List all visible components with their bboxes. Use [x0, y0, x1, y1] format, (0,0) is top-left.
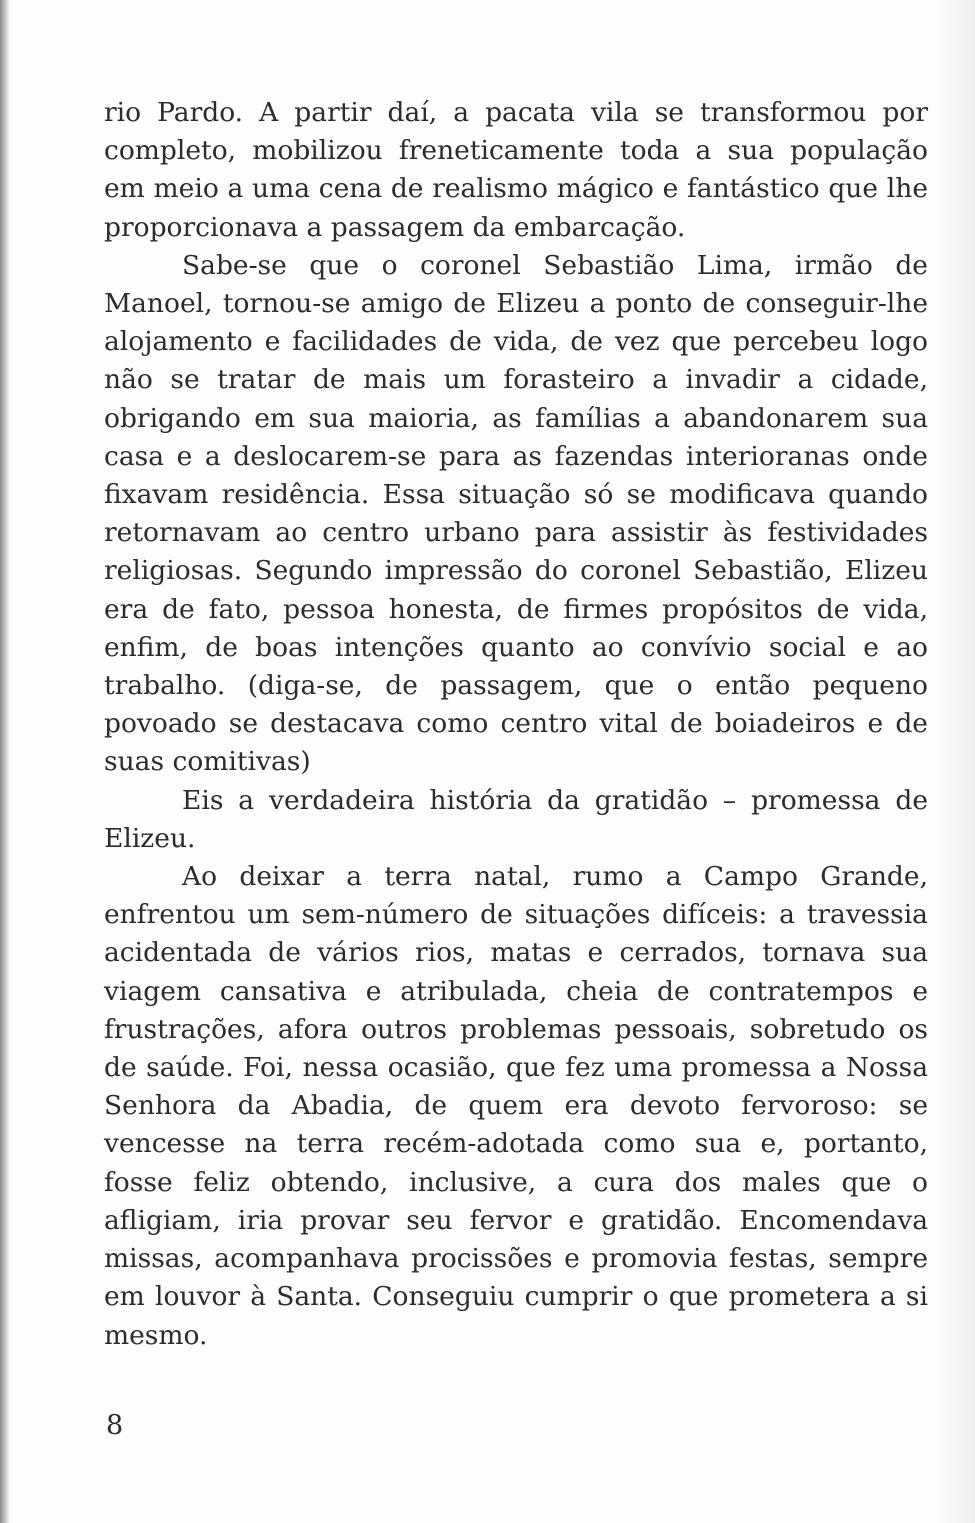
- body-text: [104, 94, 928, 1355]
- page-number: 8: [106, 1410, 124, 1441]
- spine-shadow: [0, 0, 10, 1523]
- paragraph-1: rio Pardo. A partir daí, a pacata vila se transformou por completo, mobilizou freneticamente toda a sua população em meio a uma cena de realismo mágico e fantástico que lhe proporcionava a passagem da embarcação.: [104, 97, 928, 243]
- paragraph-4: Ao deixar a terra natal, rumo a Campo Grande, enfrentou um sem-número de situações difíceis: a travessia acidentada de vários rios, matas e cerrados, tornava sua viagem cansativa e atribulada, cheia de contratempos e frustrações, afora outros problemas pessoais, sobretudo os de saúde. Foi, nessa ocasião, que fez uma promessa a Nossa Senhora da Abadia, de quem era devoto fervoroso: se vencesse na terra recém-adotada como sua e, portanto, fosse feliz obtendo, inclusive, a cura dos males que o afligiam, iria provar seu fervor e gratidão. Encomendava missas, acompanhava procissões e promovia festas, sempre em louvor à Santa. Conseguiu cumprir o que prometera a si mesmo.: [104, 861, 928, 1351]
- paragraph-2: Sabe-se que o coronel Sebastião Lima, irmão de Manoel, tornou-se amigo de Elizeu a ponto de conseguir-lhe alojamento e facilidades de vida, de vez que percebeu logo não se tratar de mais um forasteiro a invadir a cidade, obrigando em sua maioria, as famílias a abandonarem sua casa e a deslocarem-se para as fazendas interioranas onde fixavam residência. Essa situação só se modificava quando retornavam ao centro urbano para assistir às festividades religiosas. Segundo impressão do coronel Sebastião, Elizeu era de fato, pessoa honesta, de firmes propósitos de vida, enfim, de boas intenções quanto ao convívio social e ao trabalho. (diga-se, de passagem, que o então pequeno povoado se destacava como centro vital de boiadeiros e de suas comitivas): [104, 249, 928, 778]
- paragraph-3: Eis a verdadeira história da gratidão – promessa de Elizeu.: [104, 784, 928, 854]
- page-edge-shadow: [935, 0, 975, 1523]
